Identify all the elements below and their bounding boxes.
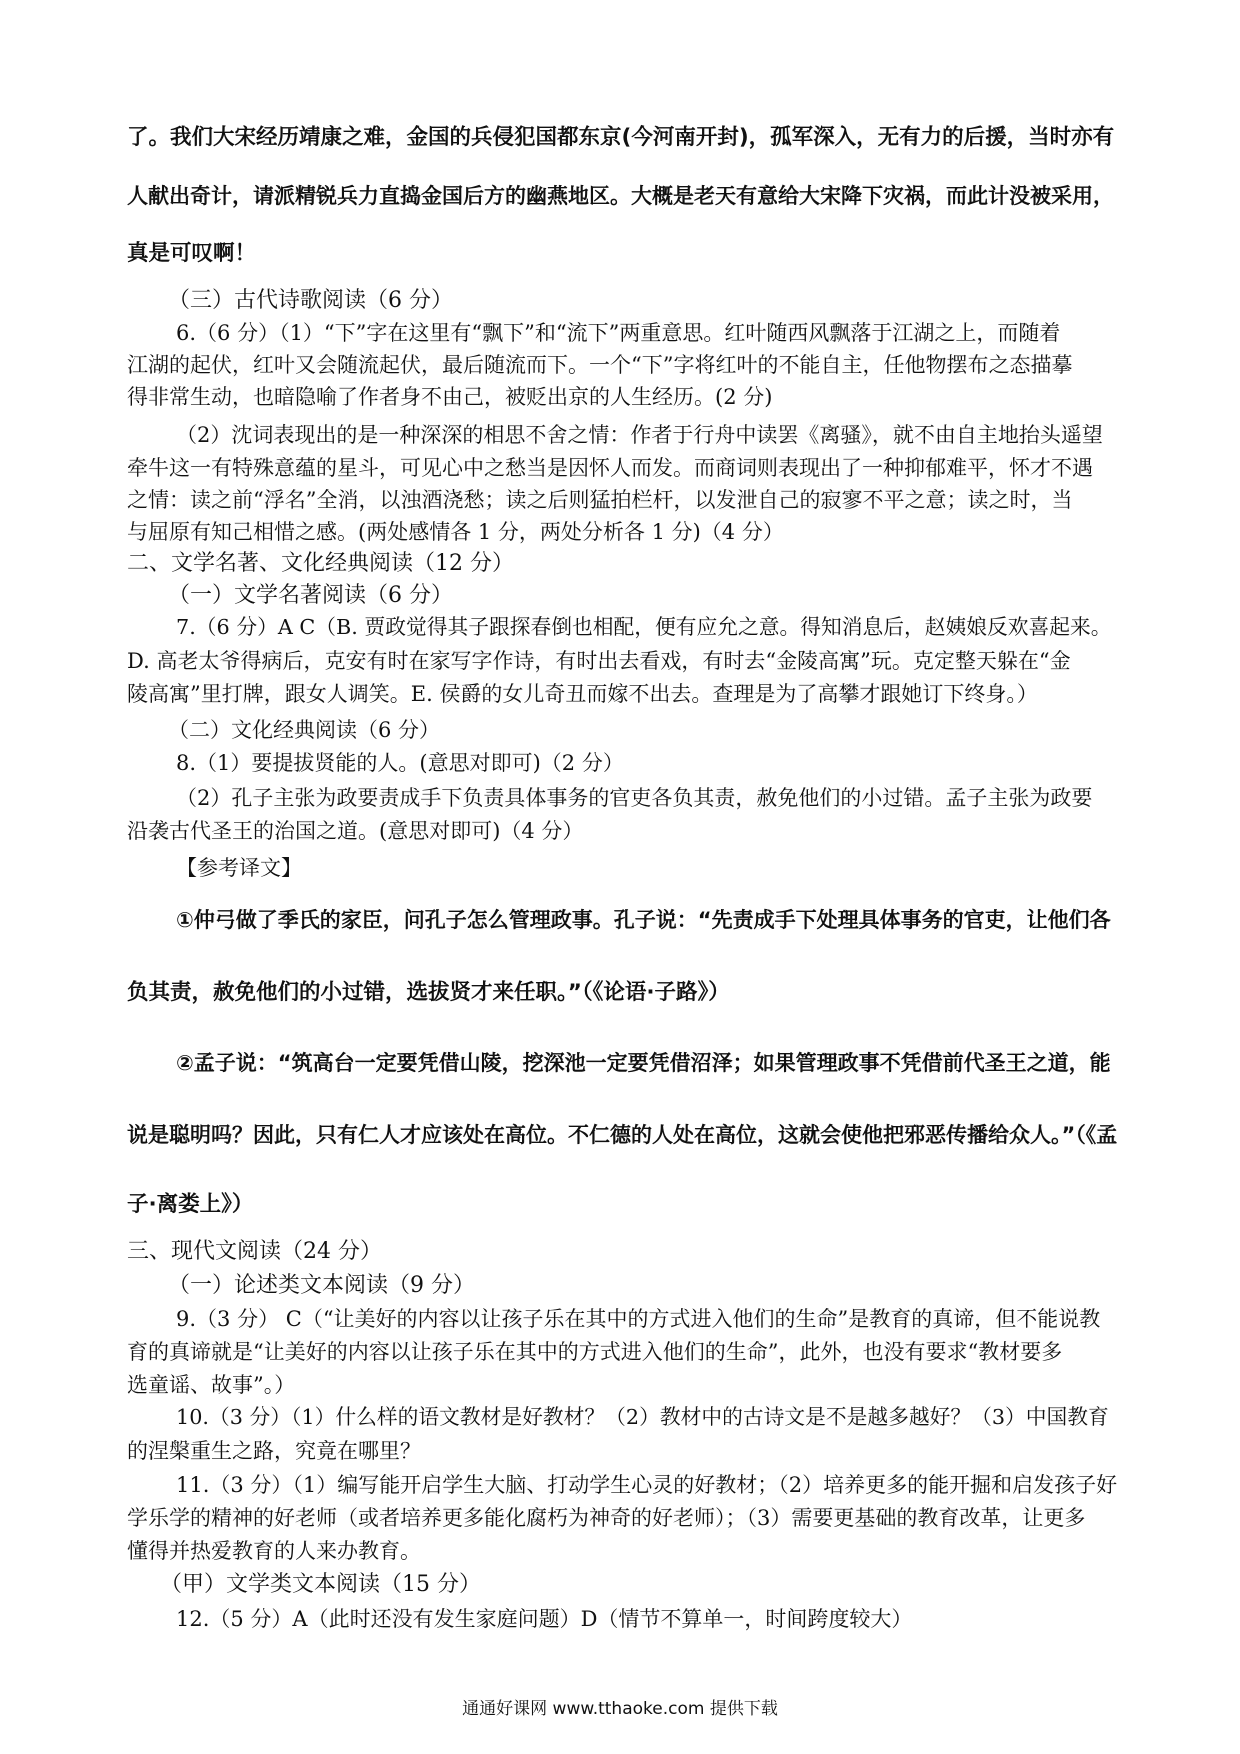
answer-line: 选童谣、故事”。） xyxy=(127,1373,296,1397)
reference-line: 负其责，赦免他们的小过错，选拔贤才来任职。”（《论语·子路》） xyxy=(127,980,730,1005)
answer-line: 11.（3 分）（1）编写能开启学生大脑、打动学生心灵的好教材；（2）培养更多的能开掘和启发孩子好 xyxy=(176,1473,1118,1497)
answer-line: 之情：读之前“浮名”全消，以浊酒浇愁；读之后则猛拍栏杆，以发泄自己的寂寥不平之意；读之时，当 xyxy=(127,488,1073,512)
answer-line: 10.（3 分）（1）什么样的语文教材是好教材？（2）教材中的古诗文是不是越多越好？（3）中国教育 xyxy=(176,1405,1109,1429)
answer-line: （2）孔子主张为政要责成手下负责具体事务的官吏各负其责，赦免他们的小过错。孟子主张为政要 xyxy=(176,786,1093,810)
answer-line: 的涅槃重生之路，究竟在哪里？ xyxy=(127,1439,421,1463)
answer-line: 得非常生动，也暗隐喻了作者身不由己，被贬出京的人生经历。(2 分) xyxy=(127,385,773,409)
subsection-heading: （二）文化经典阅读（6 分） xyxy=(168,718,441,742)
answer-line: 7.（6 分）A C（B. 贾政觉得其子跟探春倒也相配，便有应允之意。得知消息后，赵姨娘反欢喜起来。 xyxy=(176,615,1112,639)
answer-line: 6.（6 分）（1）“下”字在这里有“飘下”和“流下”两重意思。红叶随西风飘落于江湖之上，而随着 xyxy=(176,321,1061,345)
answer-line: 8.（1）要提拔贤能的人。(意思对即可)（2 分） xyxy=(176,751,624,775)
answer-line: D. 高老太爷得病后，克安有时在家写字作诗，有时出去看戏，有时去“金陵高寓”玩。克定整天躲在“金 xyxy=(127,649,1071,673)
section-heading: 二、文学名著、文化经典阅读（12 分） xyxy=(127,551,514,576)
answer-line: 与屈原有知己相惜之感。(两处感情各 1 分，两处分析各 1 分)（4 分） xyxy=(127,520,784,544)
reference-line: 说是聪明吗？因此，只有仁人才应该处在高位。不仁德的人处在高位，这就会使他把邪恶传播给众人。”（《孟 xyxy=(127,1123,1118,1147)
translation-line: 真是可叹啊！ xyxy=(127,241,257,266)
translation-line: 人献出奇计，请派精锐兵力直捣金国后方的幽燕地区。大概是老天有意给大宋降下灾祸，而此计没被采用， xyxy=(127,184,1114,208)
page-footer: 通通好课网 www.tthaoke.com 提供下载 xyxy=(462,1699,778,1719)
reference-line: ②孟子说：“筑高台一定要凭借山陵，挖深池一定要凭借沼泽；如果管理政事不凭借前代圣王之道，能 xyxy=(176,1051,1111,1075)
reference-line: ①仲弓做了季氏的家臣，问孔子怎么管理政事。孔子说：“先责成手下处理具体事务的官吏，让他们各 xyxy=(176,908,1111,932)
answer-line: 沿袭古代圣王的治国之道。(意思对即可)（4 分） xyxy=(127,819,584,843)
section-heading: （三）古代诗歌阅读（6 分） xyxy=(168,288,453,313)
translation-line: 了。我们大宋经历靖康之难，金国的兵侵犯国都东京(今河南开封)，孤军深入，无有力的后援，当时亦有 xyxy=(127,125,1115,150)
answer-line: 12.（5 分）A（此时还没有发生家庭问题）D（情节不算单一，时间跨度较大） xyxy=(176,1607,913,1631)
section-heading: 三、现代文阅读（24 分） xyxy=(127,1239,382,1264)
reference-line: 子·离娄上》） xyxy=(127,1192,254,1217)
subsection-heading: （一）文学名著阅读（6 分） xyxy=(168,583,453,608)
subsection-heading: （甲）文学类文本阅读（15 分） xyxy=(160,1572,481,1597)
reference-label: 【参考译文】 xyxy=(176,856,302,880)
answer-line: 懂得并热爱教育的人来办教育。 xyxy=(127,1539,421,1563)
subsection-heading: （一）论述类文本阅读（9 分） xyxy=(168,1273,475,1298)
answer-line: 9.（3 分） C（“让美好的内容以让孩子乐在其中的方式进入他们的生命”是教育的真谛，但不能说教 xyxy=(176,1307,1101,1331)
answer-line: 育的真谛就是“让美好的内容以让孩子乐在其中的方式进入他们的生命”，此外，也没有要求“教材要多 xyxy=(127,1340,1063,1364)
answer-line: 牵牛这一有特殊意蕴的星斗，可见心中之愁当是因怀人而发。而商词则表现出了一种抑郁难平，怀才不遇 xyxy=(127,456,1093,480)
answer-line: 陵高寓”里打牌，跟女人调笑。E. 侯爵的女儿奇丑而嫁不出去。查理是为了高攀才跟她订下终身。） xyxy=(127,682,1038,706)
answer-line: 江湖的起伏，红叶又会随流起伏，最后随流而下。一个“下”字将红叶的不能自主，任他物摆布之态描摹 xyxy=(127,353,1073,377)
answer-line: 学乐学的精神的好老师（或者培养更多能化腐朽为神奇的好老师）；（3）需要更基础的教育改革，让更多 xyxy=(127,1506,1086,1530)
answer-line: （2）沈词表现出的是一种深深的相思不舍之情：作者于行舟中读罢《离骚》，就不由自主地抬头遥望 xyxy=(176,423,1103,447)
